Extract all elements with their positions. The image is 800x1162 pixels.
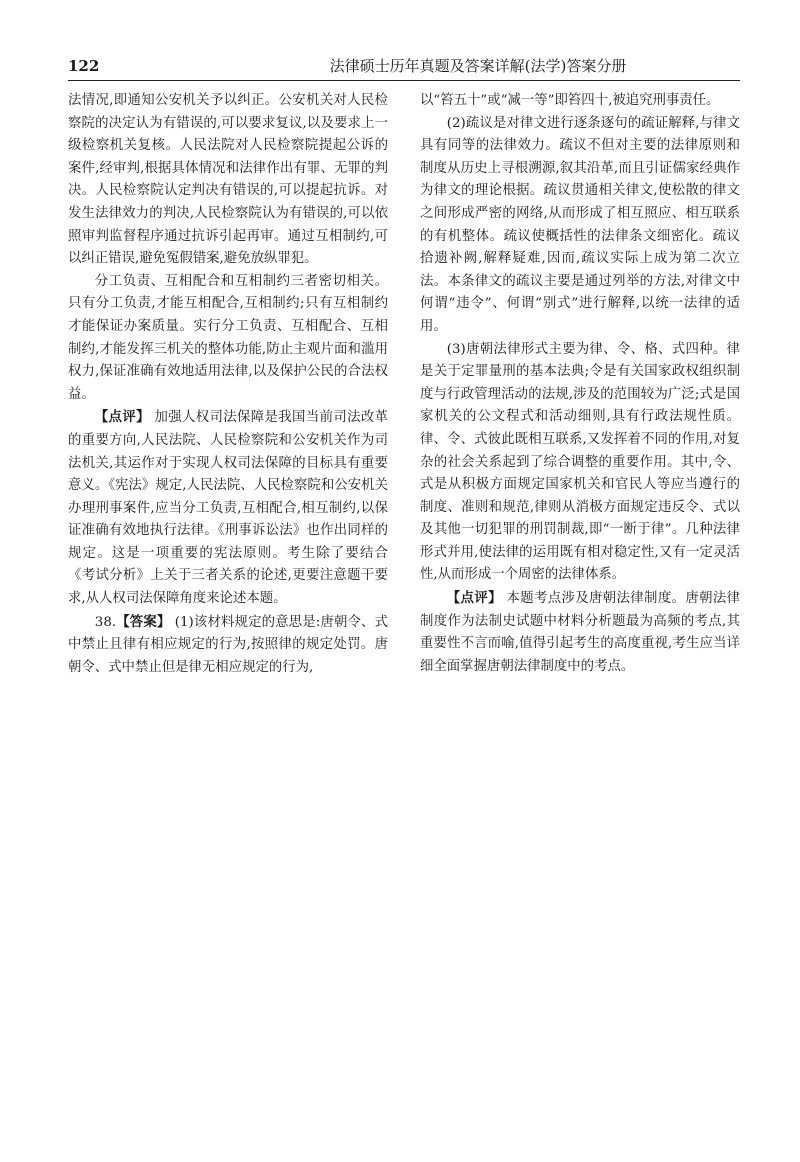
question-number: 38. — [94, 614, 117, 630]
paragraph-comment — [68, 406, 388, 610]
paragraph-continued: 法情况,即通知公安机关予以纠正。公安机关对人民检察院的决定认为有错误的,可以要求复议,以及要求上一级检察机关复核。人民法院对人民检察院提起公诉的案件,经审判,根据具体情况和法律作出有罪、无罪的判决。人民检察院认定判决有错误的,可以提起抗诉。对发生法律效力的判决,人民检察院认为有错误的,可以依照审判监督程序通过抗诉引起再审。通过互相制约,可以纠正错误,避免冤假错案,避免放纵罪犯。 — [68, 93, 388, 267]
paragraph-relationship: 分工负责、互相配合和互相制约三者密切相关。只有分工负责,才能互相配合,互相制约;只有互相制约才能保证办案质量。实行分工负责、互相配合、互相制约,才能发挥三机关的整体功能,防止主观片面和滥用权力,保证准确有效地适用法律,以及保护公民的合法权益。 — [68, 273, 388, 402]
left-column — [68, 90, 388, 679]
paragraph-answer-38 — [68, 611, 388, 680]
comment-text: 本题考点涉及唐朝法律制度。唐朝法律制度作为法制史试题中材料分析题最为高频的考点,其重要性不言而喻,值得引起考生的高度重视,考生应当详细全面掌握唐朝法律制度中的考点。 — [420, 591, 741, 674]
comment-text: 加强人权司法保障是我国当前司法改革的重要方向,人民法院、人民检察院和公安机关作为司法机关,其运作对于实现人权司法保障的目标具有重要意义。《宪法》规定,人民法院、人民检察院和公安机关办理刑事案件,应当分工负责,互相配合,相互制约,以保证准确有效地执行法律。《刑事诉讼法》也作出同样的规定。这是一项重要的宪法原则。考生除了要结合《考试分析》上关于三者关系的论述,更要注意题干要求,从人权司法保障角度来论述本题。 — [68, 410, 389, 607]
page-header — [68, 56, 740, 80]
paragraph-answer-part-3: (3)唐朝法律形式主要为律、令、格、式四种。律是关于定罪量刑的基本法典;令是有关国家政权组织制度与行政管理活动的法规,涉及的范围较为广泛;式是国家机关的公文程式和活动细则,具有行政法规性质。律、令、式彼此既相互联系,又发挥着不同的作用,对复杂的社会关系起到了综合调整的重要作用。其中,令、式是从积极方面规定国家机关和官民人等应当遵行的制度、准则和规范,律则从消极方面规定违反令、式以及其他一切犯罪的刑罚制裁,即“一断于律”。几种法律形式并用,使法律的运用既有相对稳定性,又有一定灵活性,从而形成一个周密的法律体系。 — [420, 341, 740, 583]
header-rule — [68, 80, 740, 81]
paragraph-answer-part-2: (2)疏议是对律文进行逐条逐句的疏证解释,与律文具有同等的法律效力。疏议不但对主要的法律原则和制度从历史上寻根溯源,叙其沿革,而且引证儒家经典作为律文的理论根据。疏议贯通相关律文,使松散的律文之间形成严密的网络,从而形成了相互照应、相互联系的有机整体。疏议使概括性的法律条文细密化。疏议拾遗补阙,解释疑难,因而,疏议实际上成为第二次立法。本条律文的疏议主要是通过列举的方法,对律文中何谓“违令”、何谓“别式”进行解释,以统一法律的适用。 — [420, 115, 740, 334]
comment-tag: 【点评】 — [446, 590, 502, 607]
page-number: 122 — [68, 57, 100, 75]
answer-text: (1)该材料规定的意思是:唐朝令、式中禁止且律有相应规定的行为,按照律的规定处罚。唐朝令、式中禁止但是律无相应规定的行为, — [68, 614, 388, 675]
paragraph-answer-continued: 以“笞五十”或“减一等”即笞四十,被追究刑事责任。 — [420, 93, 720, 108]
paragraph-comment — [420, 587, 740, 678]
running-title: 法律硕士历年真题及答案详解(法学)答案分册 — [329, 57, 627, 75]
right-column — [420, 90, 740, 678]
answer-tag: 【答案】 — [116, 613, 171, 630]
comment-tag: 【点评】 — [94, 409, 150, 426]
